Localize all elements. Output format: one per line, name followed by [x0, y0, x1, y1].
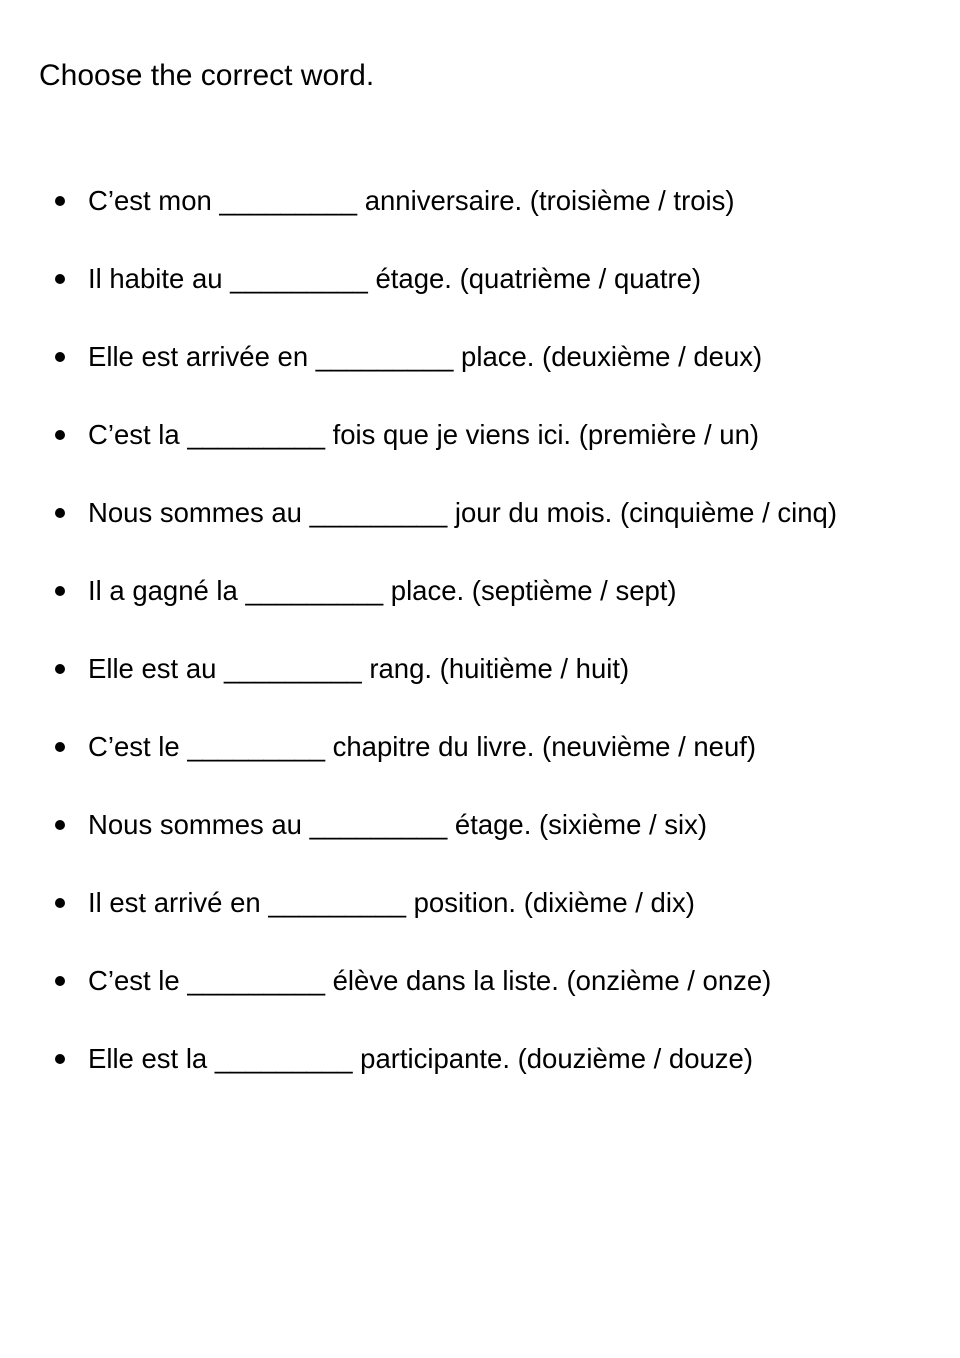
- exercise-sentence: C’est mon _________ anniversaire. (troisième / trois): [88, 185, 735, 216]
- bullet-icon: [55, 586, 65, 596]
- exercise-sentence: C’est le _________ chapitre du livre. (neuvième / neuf): [88, 731, 757, 762]
- exercise-sentence: Nous sommes au _________ étage. (sixième / six): [88, 809, 708, 840]
- bullet-icon: [55, 508, 65, 518]
- bullet-icon: [55, 352, 65, 362]
- exercise-sentence: Nous sommes au _________ jour du mois. (cinquième / cinq): [88, 497, 837, 528]
- exercise-sentence: Elle est la _________ participante. (douzième / douze): [88, 1043, 754, 1074]
- exercise-sentence: C’est la _________ fois que je viens ici. (première / un): [88, 419, 760, 450]
- bullet-icon: [55, 1054, 65, 1064]
- bullet-icon: [55, 430, 65, 440]
- bullet-icon: [55, 196, 65, 206]
- bullet-icon: [55, 742, 65, 752]
- exercise-sentence: Il habite au _________ étage. (quatrième / quatre): [88, 263, 702, 294]
- bullet-icon: [55, 664, 65, 674]
- exercise-sentence: Il est arrivé en _________ position. (dixième / dix): [88, 887, 695, 918]
- instruction-heading: Choose the correct word.: [39, 59, 375, 92]
- bullet-icon: [55, 898, 65, 908]
- exercise-sentence: Il a gagné la _________ place. (septième / sept): [88, 575, 677, 606]
- exercise-sentence: Elle est au _________ rang. (huitième / huit): [88, 653, 630, 684]
- bullet-icon: [55, 274, 65, 284]
- bullet-icon: [55, 820, 65, 830]
- exercise-sentence: Elle est arrivée en _________ place. (deuxième / deux): [88, 341, 763, 372]
- bullet-icon: [55, 976, 65, 986]
- exercise-sentence: C’est le _________ élève dans la liste. (onzième / onze): [88, 965, 772, 996]
